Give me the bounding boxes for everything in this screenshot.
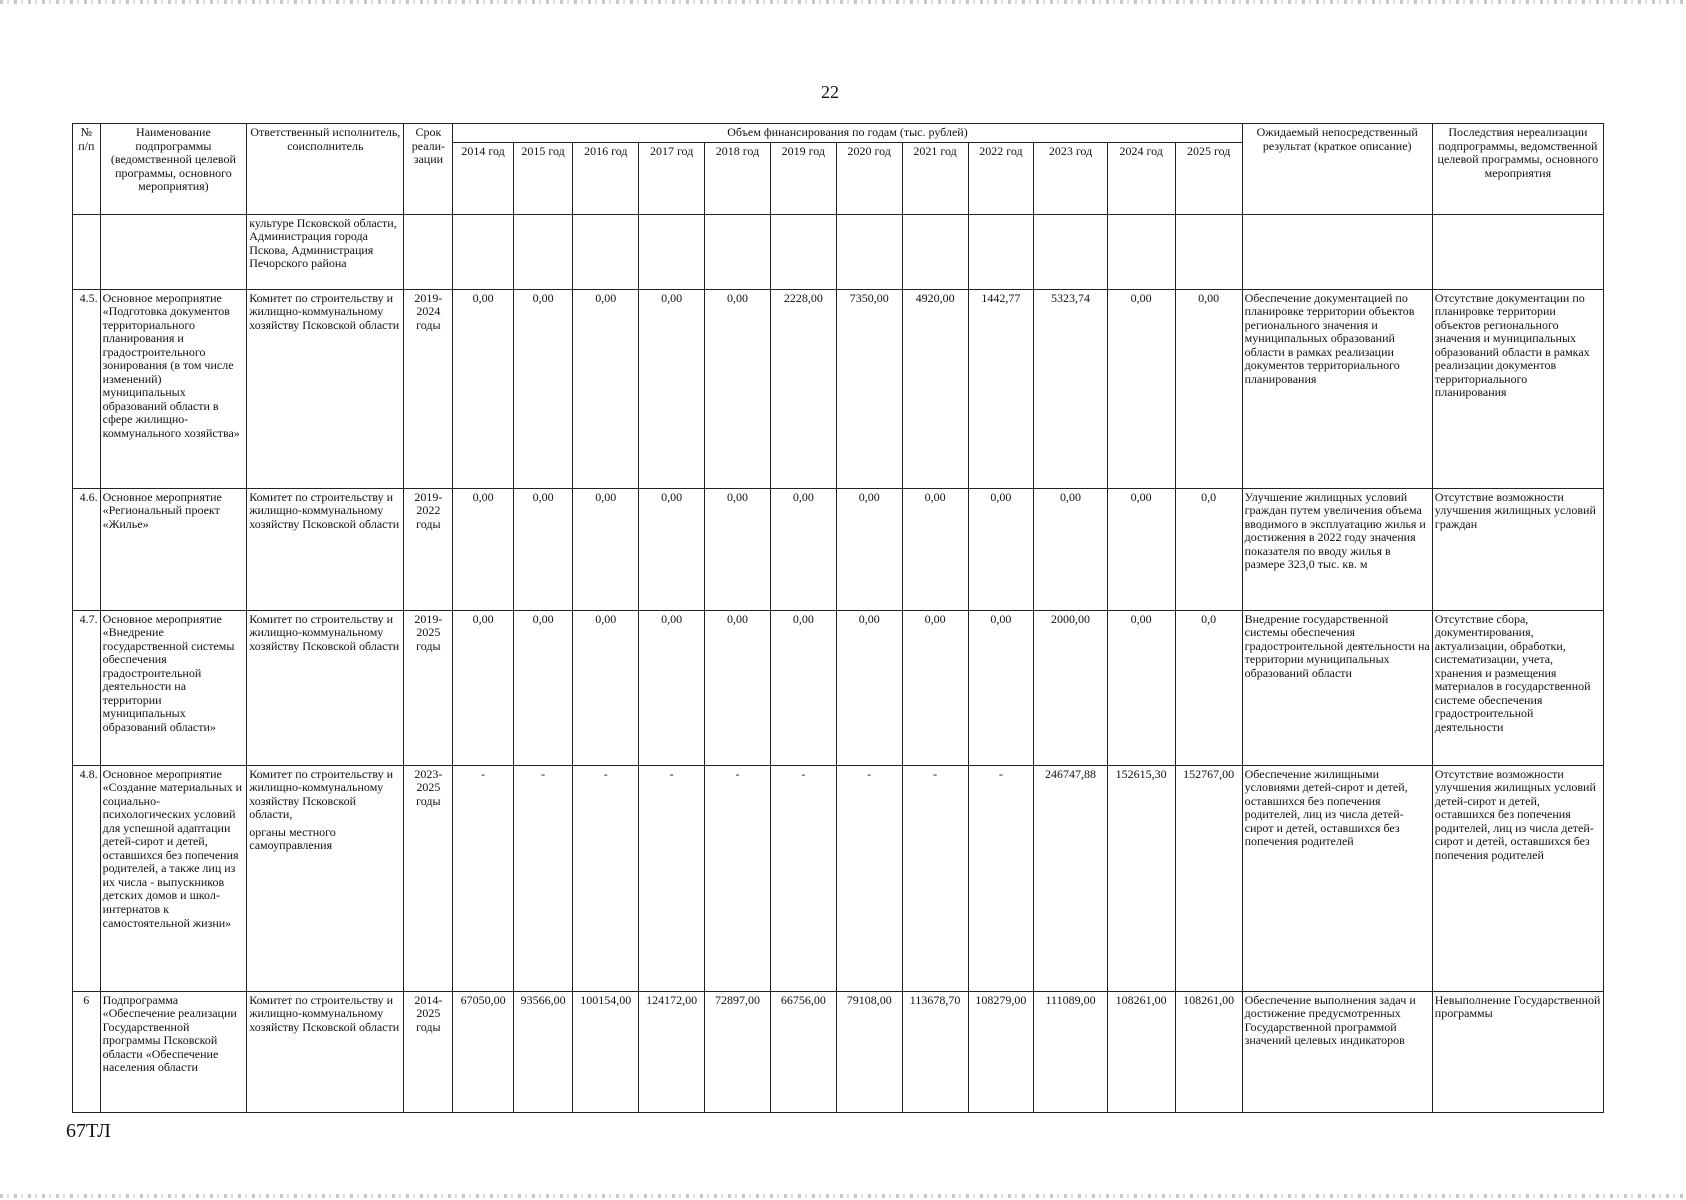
row-term: 2023-2025 годы — [404, 765, 453, 991]
header-consequences: Последствия нереализации подпрограммы, ведомственной целевой программы, основного мероприятия — [1432, 124, 1603, 215]
table-row — [73, 991, 1604, 1112]
row-value: 0,00 — [513, 488, 572, 610]
row-value — [1034, 214, 1107, 289]
row-consequences: Невыполнение Государственной программы — [1432, 991, 1603, 1112]
row-value — [968, 214, 1034, 289]
header-responsible: Ответственный исполнитель, соисполнитель — [247, 124, 404, 215]
row-value: 0,00 — [573, 488, 639, 610]
row-result: Улучшение жилищных условий граждан путем увеличения объема вводимого в эксплуатацию жилья и достижения в 2022 году значения показателя по вводу жилья в размере 323,0 тыс. кв. м — [1242, 488, 1432, 610]
row-num — [73, 214, 101, 289]
row-result: Обеспечение жилищными условиями детей-сирот и детей, оставшихся без попечения родителей, лиц из числа детей-сирот и детей, оставшихся без попечения родителей — [1242, 765, 1432, 991]
row-value: - — [513, 765, 572, 991]
row-responsible: Комитет по строительству и жилищно-коммунальному хозяйству Псковской области — [247, 610, 404, 765]
row-value: 0,00 — [902, 488, 968, 610]
row-value: - — [968, 765, 1034, 991]
header-year: 2021 год — [902, 142, 968, 214]
row-value: 0,0 — [1175, 610, 1242, 765]
row-value: - — [705, 765, 771, 991]
header-year: 2022 год — [968, 142, 1034, 214]
table-row — [73, 765, 1604, 991]
header-result: Ожидаемый непосредственный результат (краткое описание) — [1242, 124, 1432, 215]
header-year: 2018 год — [705, 142, 771, 214]
row-name: Основное мероприятие «Региональный проект «Жилье» — [100, 488, 247, 610]
row-value: 79108,00 — [836, 991, 902, 1112]
row-value: 0,00 — [705, 610, 771, 765]
row-consequences: Отсутствие документации по планировке территории объектов регионального значения и муниципальных образований области в рамках реализации документов территориального планирования — [1432, 289, 1603, 488]
row-consequences — [1432, 214, 1603, 289]
row-value: 0,00 — [1034, 488, 1107, 610]
row-name: Основное мероприятие «Создание материальных и социально-психологических условий для успешной адаптации детей-сирот и детей, оставшихся без попечения родителей, а также лиц из их числа - выпускников детских домов и школ-интернатов к самостоятельной жизни» — [100, 765, 247, 991]
row-value: 0,00 — [513, 610, 572, 765]
table-row — [73, 488, 1604, 610]
row-value — [836, 214, 902, 289]
row-value: 0,00 — [1175, 289, 1242, 488]
row-responsible: Комитет по строительству и жилищно-коммунальному хозяйству Псковской области — [247, 991, 404, 1112]
row-responsible — [247, 765, 404, 991]
row-term: 2019-2022 годы — [404, 488, 453, 610]
row-name — [100, 214, 247, 289]
row-consequences: Отсутствие сбора, документирования, актуализации, обработки, систематизации, учета, хранения и размещения материалов в государственной системе обеспечения градостроительной деятельности — [1432, 610, 1603, 765]
row-value: - — [770, 765, 836, 991]
row-value: 2228,00 — [770, 289, 836, 488]
header-year: 2024 год — [1107, 142, 1175, 214]
row-value: - — [902, 765, 968, 991]
row-value: 0,00 — [453, 488, 514, 610]
header-name: Наименование подпрограммы (ведомственной целевой программы, основного мероприятия) — [100, 124, 247, 215]
footer-code: 67ТЛ — [66, 1120, 111, 1142]
row-consequences: Отсутствие возможности улучшения жилищных условий детей-сирот и детей, оставшихся без попечения родителей, лиц из числа детей-сирот и детей, оставшихся без попечения родителей — [1432, 765, 1603, 991]
row-term: 2014-2025 годы — [404, 991, 453, 1112]
row-value — [513, 214, 572, 289]
row-value: 0,00 — [770, 610, 836, 765]
row-value — [573, 214, 639, 289]
row-value: 0,00 — [968, 610, 1034, 765]
header-term: Срок реали-зации — [404, 124, 453, 215]
row-num: 4.6. — [73, 488, 101, 610]
row-responsible: Комитет по строительству и жилищно-коммунальному хозяйству Псковской области — [247, 289, 404, 488]
row-responsible: культуре Псковской области, Администрация города Пскова, Администрация Печорского района — [247, 214, 404, 289]
row-value: 0,00 — [836, 488, 902, 610]
row-value: 5323,74 — [1034, 289, 1107, 488]
scan-edge-bottom — [0, 1194, 1686, 1198]
table-row — [73, 214, 1604, 289]
row-responsible-main: Комитет по строительству и жилищно-коммунальному хозяйству Псковской области, — [249, 766, 394, 822]
row-term: 2019-2025 годы — [404, 610, 453, 765]
row-value: 67050,00 — [453, 991, 514, 1112]
row-responsible: Комитет по строительству и жилищно-коммунальному хозяйству Псковской области — [247, 488, 404, 610]
header-row — [73, 124, 1604, 143]
row-num: 6 — [73, 991, 101, 1112]
row-value: 100154,00 — [573, 991, 639, 1112]
row-value: 113678,70 — [902, 991, 968, 1112]
table-row — [73, 289, 1604, 488]
row-value — [639, 214, 705, 289]
row-value: 0,00 — [639, 488, 705, 610]
row-value: 108261,00 — [1107, 991, 1175, 1112]
row-value: 0,00 — [1107, 488, 1175, 610]
header-year: 2023 год — [1034, 142, 1107, 214]
row-value: 0,00 — [705, 289, 771, 488]
row-value: - — [836, 765, 902, 991]
row-value: 152615,30 — [1107, 765, 1175, 991]
row-value: 108261,00 — [1175, 991, 1242, 1112]
row-value: 4920,00 — [902, 289, 968, 488]
header-num: № п/п — [73, 124, 101, 215]
row-result: Обеспечение выполнения задач и достижение предусмотренных Государственной программой значений целевых индикаторов — [1242, 991, 1432, 1112]
page-number: 22 — [821, 82, 839, 102]
header-year: 2014 год — [453, 142, 514, 214]
row-value: - — [573, 765, 639, 991]
row-num: 4.7. — [73, 610, 101, 765]
row-name: Основное мероприятие «Подготовка документов территориального планирования и градостроительного зонирования (в том числе изменений) муниципальных образований области в сфере жилищно-коммунального хозяйства» — [100, 289, 247, 488]
row-term: 2019-2024 годы — [404, 289, 453, 488]
header-funding: Объем финансирования по годам (тыс. рублей) — [453, 124, 1242, 143]
row-value: 0,00 — [453, 610, 514, 765]
row-value: 0,00 — [573, 610, 639, 765]
row-value: - — [639, 765, 705, 991]
row-value: 0,00 — [968, 488, 1034, 610]
row-value — [770, 214, 836, 289]
row-value: 152767,00 — [1175, 765, 1242, 991]
header-year: 2019 год — [770, 142, 836, 214]
financing-table — [72, 123, 1604, 1113]
row-value: 7350,00 — [836, 289, 902, 488]
row-value — [705, 214, 771, 289]
row-value: 0,00 — [573, 289, 639, 488]
row-value — [453, 214, 514, 289]
row-result: Внедрение государственной системы обеспечения градостроительной деятельности на территории муниципальных образований области — [1242, 610, 1432, 765]
row-value: 0,00 — [453, 289, 514, 488]
row-value: 0,00 — [705, 488, 771, 610]
row-value — [902, 214, 968, 289]
row-value: 0,00 — [1107, 610, 1175, 765]
row-num: 4.8. — [73, 765, 101, 991]
row-num: 4.5. — [73, 289, 101, 488]
row-value: 0,00 — [902, 610, 968, 765]
row-name: Подпрограмма «Обеспечение реализации Государственной программы Псковской области «Обеспечение населения области — [100, 991, 247, 1112]
row-result: Обеспечение документацией по планировке территории объектов регионального значения и муниципальных образований области в рамках реализации документов территориального планирования — [1242, 289, 1432, 488]
header-year: 2015 год — [513, 142, 572, 214]
row-value — [1107, 214, 1175, 289]
row-value — [1175, 214, 1242, 289]
header-year: 2017 год — [639, 142, 705, 214]
row-value: 0,00 — [836, 610, 902, 765]
row-value: 0,0 — [1175, 488, 1242, 610]
header-year: 2016 год — [573, 142, 639, 214]
row-consequences: Отсутствие возможности улучшения жилищных условий граждан — [1432, 488, 1603, 610]
row-value: 108279,00 — [968, 991, 1034, 1112]
row-value: 0,00 — [1107, 289, 1175, 488]
row-value: 0,00 — [639, 610, 705, 765]
row-value: 2000,00 — [1034, 610, 1107, 765]
row-responsible-extra: органы местного самоуправления — [249, 824, 336, 853]
header-year: 2020 год — [836, 142, 902, 214]
row-name: Основное мероприятие «Внедрение государственной системы обеспечения градостроительной деятельности на территории муниципальных образований области» — [100, 610, 247, 765]
row-value: 1442,77 — [968, 289, 1034, 488]
row-value: - — [453, 765, 514, 991]
table-row — [73, 610, 1604, 765]
row-value: 0,00 — [513, 289, 572, 488]
row-value: 124172,00 — [639, 991, 705, 1112]
row-value: 72897,00 — [705, 991, 771, 1112]
row-value: 246747,88 — [1034, 765, 1107, 991]
row-result — [1242, 214, 1432, 289]
header-year: 2025 год — [1175, 142, 1242, 214]
scan-edge-top — [0, 0, 1686, 4]
row-value: 66756,00 — [770, 991, 836, 1112]
row-value: 93566,00 — [513, 991, 572, 1112]
row-value: 0,00 — [639, 289, 705, 488]
row-term — [404, 214, 453, 289]
row-value: 111089,00 — [1034, 991, 1107, 1112]
row-value: 0,00 — [770, 488, 836, 610]
